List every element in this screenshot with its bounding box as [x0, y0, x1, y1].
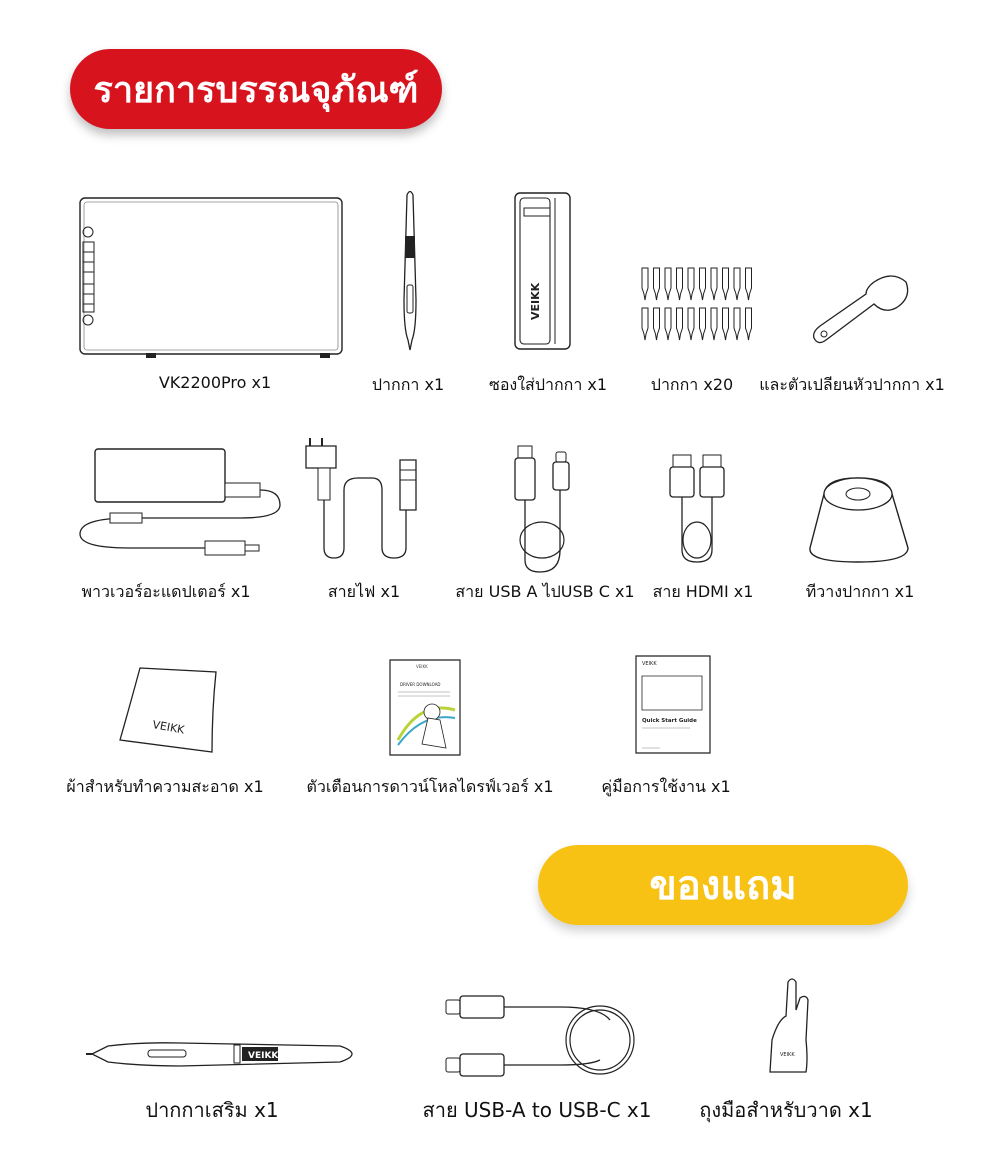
pen-case-label: ซองใส่ปากกา x1 [488, 375, 608, 394]
hdmi-cable-label: สาย HDMI x1 [652, 582, 754, 601]
nib-remover-label: และตัวเปลียนหัวปากกา x1 [759, 375, 945, 394]
cleaning-cloth-label: ผ้าสำหรับทำความสะอาด x1 [66, 777, 264, 796]
extra-pen-label: ปากกาเสริม x1 [145, 1098, 279, 1122]
gift-section-title: ของแถม [538, 845, 908, 925]
power-adapter-label: พาวเวอร์อะแดปเตอร์ x1 [81, 582, 251, 601]
glove-logo: VEIKK [780, 1052, 795, 1058]
nibs-label: ปากกา x20 [650, 375, 734, 394]
driver-card-logo: VEIKK [416, 664, 428, 669]
usb-cable-label: สาย USB A ไปUSB C x1 [455, 582, 635, 601]
package-section-title: รายการบรรณจุภัณฑ์ [70, 49, 442, 129]
pen-case-logo: VEIKK [529, 282, 542, 320]
power-cord-label: สายไฟ x1 [327, 582, 401, 601]
glove-label: ถุงมือสำหรับวาด x1 [699, 1098, 873, 1122]
cloth-logo: VEIKK [151, 718, 186, 737]
tablet-label: VK2200Pro x1 [158, 373, 272, 392]
driver-card-label: ตัวเตือนการดาวน์โหลไดรฟ์เวอร์ x1 [306, 777, 554, 796]
pen-label: ปากกา x1 [371, 375, 445, 394]
extra-pen-logo: VEIKK [248, 1051, 279, 1061]
pen-holder-label: ทีวางปากกา x1 [805, 582, 915, 601]
manual-label: คู่มือการใช้งาน x1 [601, 777, 731, 796]
manual-title: Quick Start Guide [642, 718, 697, 724]
manual-logo: VEIKK [642, 661, 657, 667]
driver-card-heading: DRIVER DOWNLOAD [400, 682, 441, 687]
gift-usb-cable-label: สาย USB-A to USB-C x1 [422, 1098, 652, 1122]
